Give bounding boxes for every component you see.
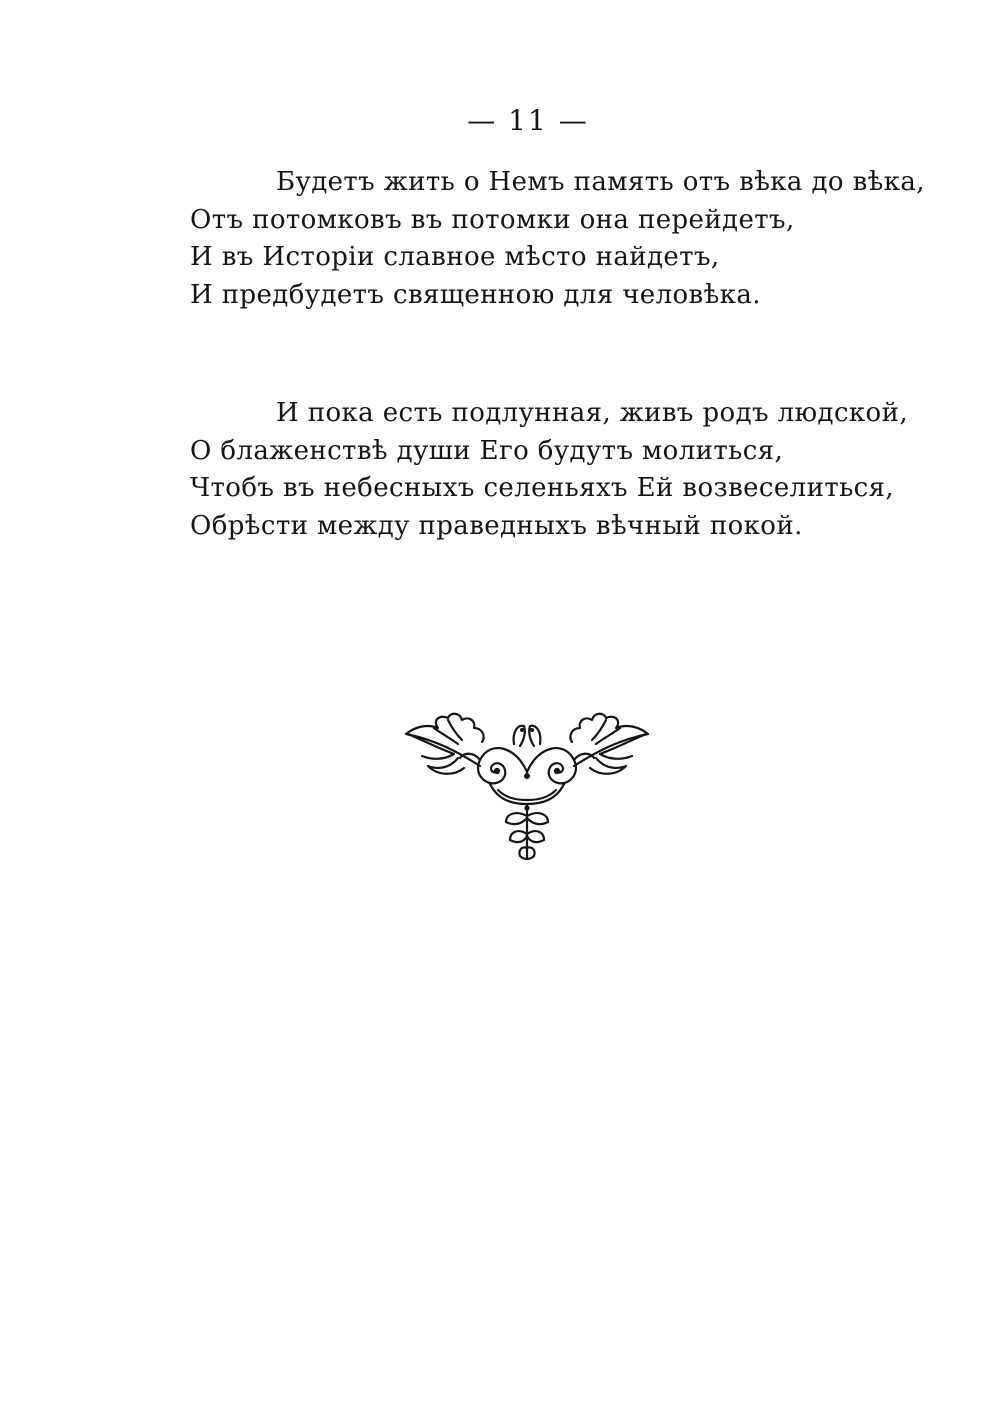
stanza-2 [190, 395, 909, 545]
verse-line: Обрѣсти между праведныхъ вѣчный покой. [190, 510, 803, 541]
stanza-1 [190, 164, 925, 314]
page-number: — 11 — [467, 104, 589, 137]
verse-line: И пока есть подлунная, живъ родъ людской, [276, 398, 909, 428]
verse-line: Чтобъ въ небесныхъ селеньяхъ Ей возвеселиться, [190, 473, 895, 503]
verse-line: И предбудетъ священною для человѣка. [190, 279, 761, 310]
verse-line: Отъ потомковъ въ потомки она перейдетъ, [190, 204, 795, 235]
verse-line: И въ Исторіи славное мѣсто найдетъ, [190, 242, 720, 272]
verse-line: Будетъ жить о Немъ память отъ вѣка до вѣка, [276, 167, 925, 197]
floral-vignette-icon [398, 712, 656, 864]
verse-line: О блаженствѣ души Его будутъ молиться, [190, 435, 784, 466]
